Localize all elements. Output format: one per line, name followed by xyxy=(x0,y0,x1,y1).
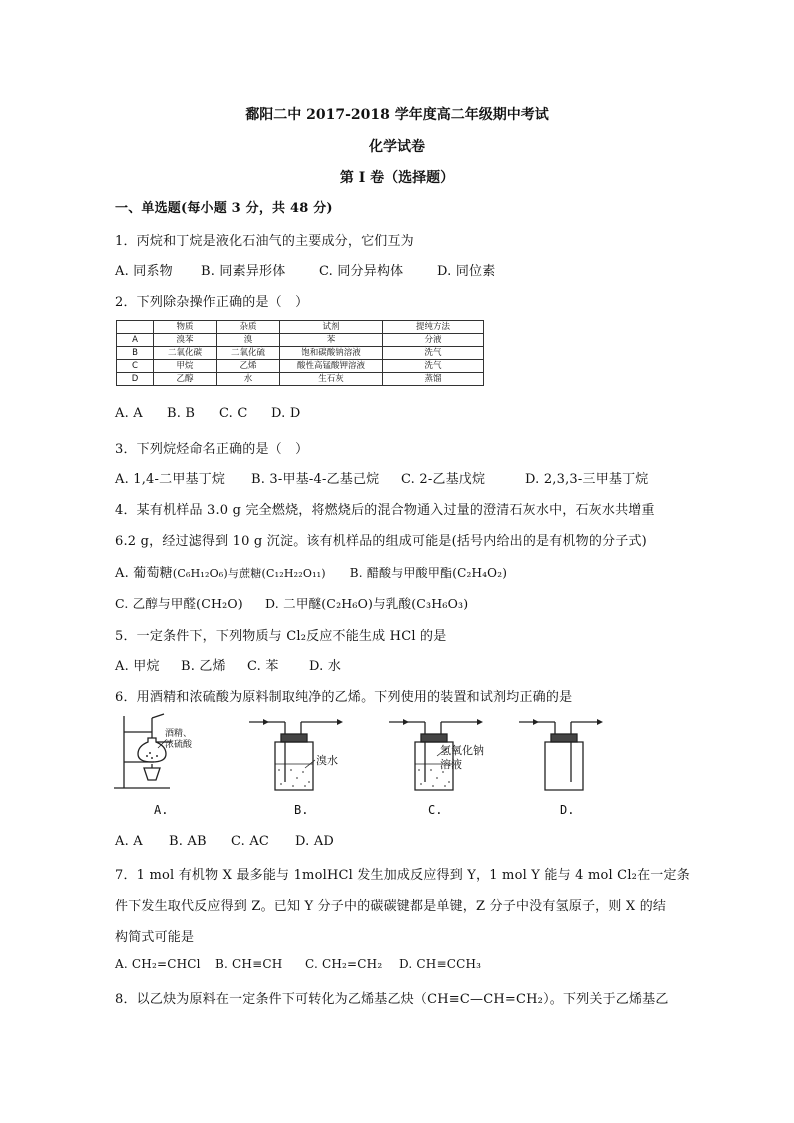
apparatus-d-figure xyxy=(515,712,625,797)
q7-line3: 构简式可能是 xyxy=(115,930,195,945)
q4-stem-line1: 4．某有机样品 3.0 g 完全燃烧，将燃烧后的混合物通入过量的澄清石灰水中，石灰水共增重 xyxy=(115,503,655,518)
q7-options xyxy=(115,957,481,971)
q2-options xyxy=(115,406,300,421)
q4-stem-line2: 6.2 g，经过滤得到 10 g 沉淀。该有机样品的组成可能是(括号内给出的是有机物的分子式) xyxy=(115,534,647,549)
section-heading: 一、单选题(每小题 3 分，共 48 分) xyxy=(115,201,333,216)
q5-option-d: D. 水 xyxy=(309,659,342,674)
table-cell: C xyxy=(117,360,154,373)
apparatus-a-label: 酒精、 浓硫酸 xyxy=(165,729,193,750)
table-row xyxy=(117,360,484,373)
q3-option-b: B. 3-甲基-4-乙基己烷 xyxy=(251,472,380,487)
q4-option-c: C. 乙醇与甲醛(CH₂O) xyxy=(115,596,243,611)
q5-stem: 5．一定条件下，下列物质与 Cl₂反应不能生成 HCl 的是 xyxy=(115,629,447,644)
q7-option-d: D. CH≡CCH₃ xyxy=(399,957,482,971)
table-cell: 甲烷 xyxy=(154,360,217,373)
q7-option-c: C. CH₂=CH₂ xyxy=(305,957,383,971)
q7-line2: 件下发生取代反应得到 Z。已知 Y 分子中的碳碳键都是单键，Z 分子中没有氢原子，则 X 的结 xyxy=(115,899,667,914)
apparatus-b-figure xyxy=(245,712,355,797)
q6-options xyxy=(115,834,334,849)
table-row xyxy=(117,334,484,347)
table-cell: 乙烯 xyxy=(217,360,280,373)
q4-option-a: A. 葡萄糖(C₆H₁₂O₆)与蔗糖(C₁₂H₂₂O₁₁) xyxy=(115,566,326,581)
table-header xyxy=(117,321,154,334)
q2-option-c: C. C xyxy=(219,406,248,421)
table-cell: 二氧化碳 xyxy=(154,347,217,360)
figure-label-c: C. xyxy=(428,803,443,817)
q4-options-row1 xyxy=(115,562,507,581)
table-header: 提纯方法 xyxy=(383,321,484,334)
volume-title: 第 I 卷（选择题） xyxy=(339,170,455,186)
q5-option-b: B. 乙烯 xyxy=(181,659,226,674)
q3-option-a: A. 1,4-二甲基丁烷 xyxy=(115,472,226,487)
q7-line1: 7．1 mol 有机物 X 最多能与 1molHCl 发生加成反应得到 Y，1 mol Y 能与 4 mol Cl₂在一定条 xyxy=(115,868,690,883)
q6-option-b: B. AB xyxy=(169,834,207,849)
table-cell: 生石灰 xyxy=(280,373,383,386)
table-cell: 二氧化硫 xyxy=(217,347,280,360)
figure-label-d: D. xyxy=(560,803,575,817)
table-cell: 洗气 xyxy=(383,347,484,360)
q1-option-a: A. 同系物 xyxy=(115,264,173,279)
q2-table xyxy=(116,320,484,386)
table-header: 试剂 xyxy=(280,321,383,334)
q2-option-b: B. B xyxy=(167,406,196,421)
q4-options-row2 xyxy=(115,594,468,612)
table-cell: 饱和碳酸钠溶液 xyxy=(280,347,383,360)
school-exam-title: 鄱阳二中 2017-2018 学年度高二年级期中考试 xyxy=(245,107,549,123)
apparatus-a-figure xyxy=(110,712,215,797)
q7-option-a: A. CH₂=CHCl xyxy=(115,957,201,971)
q4-option-b: B. 醋酸与甲酸甲酯(C₂H₄O₂) xyxy=(349,566,508,580)
apparatus-c-label: 氢氧化钠 溶液 xyxy=(440,744,484,771)
table-cell: 乙醇 xyxy=(154,373,217,386)
q5-option-c: C. 苯 xyxy=(247,659,279,674)
q2-stem: 2．下列除杂操作正确的是（ ） xyxy=(115,295,309,310)
q1-options xyxy=(115,260,495,279)
figure-label-a: A. xyxy=(154,803,169,817)
table-cell: 苯 xyxy=(280,334,383,347)
table-cell: B xyxy=(117,347,154,360)
table-cell: D xyxy=(117,373,154,386)
subject-title: 化学试卷 xyxy=(369,139,425,155)
table-cell: 酸性高锰酸钾溶液 xyxy=(280,360,383,373)
q3-option-c: C. 2-乙基戊烷 xyxy=(401,472,486,487)
q5-options xyxy=(115,655,341,674)
table-cell: 溴苯 xyxy=(154,334,217,347)
q6-option-a: A. A xyxy=(115,834,143,849)
q4-option-d: D. 二甲醚(C₂H₆O)与乳酸(C₃H₆O₃) xyxy=(265,596,469,611)
q3-options xyxy=(115,468,649,487)
q3-stem: 3．下列烷烃命名正确的是（ ） xyxy=(115,442,309,457)
apparatus-b-label: 溴水 xyxy=(316,754,338,767)
q1-stem: 1．丙烷和丁烷是液化石油气的主要成分，它们互为 xyxy=(115,234,414,249)
q2-option-d: D. D xyxy=(271,406,301,421)
table-cell: 蒸馏 xyxy=(383,373,484,386)
q6-option-c: C. AC xyxy=(231,834,270,849)
figure-label-b: B. xyxy=(294,803,309,817)
q2-option-a: A. A xyxy=(115,406,143,421)
q7-option-b: B. CH≡CH xyxy=(215,957,283,971)
q1-option-d: D. 同位素 xyxy=(437,264,496,279)
q8-line1: 8．以乙炔为原料在一定条件下可转化为乙烯基乙炔（CH≡C—CH=CH₂）。下列关于乙烯基乙 xyxy=(115,992,669,1007)
table-row xyxy=(117,347,484,360)
q6-option-d: D. AD xyxy=(295,834,335,849)
q3-option-d: D. 2,3,3-三甲基丁烷 xyxy=(525,472,649,487)
q1-option-c: C. 同分异构体 xyxy=(319,264,404,279)
table-header: 杂质 xyxy=(217,321,280,334)
table-cell: 分液 xyxy=(383,334,484,347)
table-cell: 水 xyxy=(217,373,280,386)
q5-option-a: A. 甲烷 xyxy=(115,659,160,674)
q6-stem: 6．用酒精和浓硫酸为原料制取纯净的乙烯。下列使用的装置和试剂均正确的是 xyxy=(115,690,573,705)
table-cell: 溴 xyxy=(217,334,280,347)
table-cell: 洗气 xyxy=(383,360,484,373)
q1-option-b: B. 同素异形体 xyxy=(201,264,286,279)
table-header: 物质 xyxy=(154,321,217,334)
table-cell: A xyxy=(117,334,154,347)
table-header-row xyxy=(117,321,484,334)
table-row xyxy=(117,373,484,386)
